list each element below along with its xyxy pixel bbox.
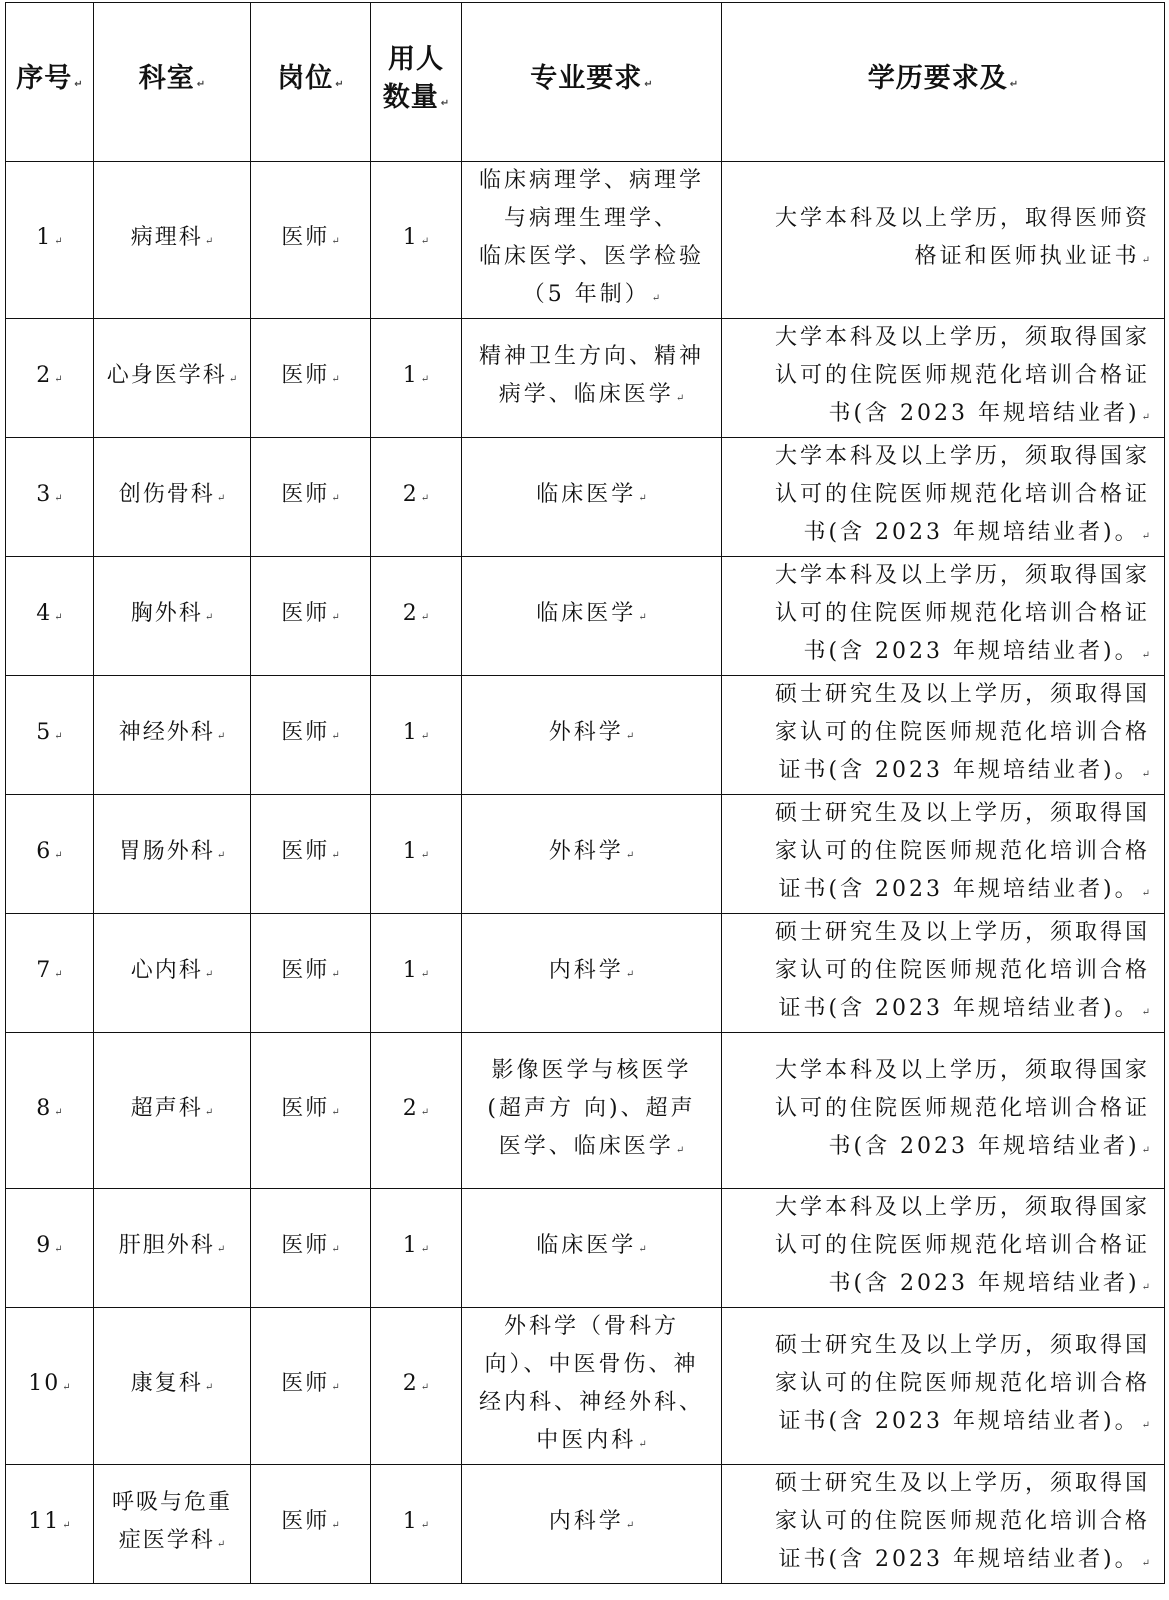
cell-line: 书(含 2023 年规培结业者)。 ↵: [803, 520, 1150, 545]
paragraph-mark: ↵: [1141, 888, 1150, 899]
header-seq: 序号 ↵: [6, 3, 94, 162]
paragraph-mark: ↵: [54, 236, 63, 247]
cell-line: 外科学 ↵: [548, 720, 635, 745]
cell-major: [462, 1465, 722, 1584]
cell-line: 心内科 ↵: [130, 958, 214, 983]
cell-line: 临床医学 ↵: [536, 1233, 647, 1258]
paragraph-mark: ↵: [54, 1106, 63, 1118]
cell-line: 症医学科 ↵: [118, 1528, 226, 1553]
paragraph-mark: ↵: [331, 236, 340, 247]
cell-line: 家认可的住院医师规范化培训合格: [774, 839, 1150, 864]
cell-line: 康复科 ↵: [130, 1371, 214, 1396]
paragraph-mark: ↵: [331, 731, 340, 742]
cell-dept: [94, 795, 251, 914]
cell-line: 家认可的住院医师规范化培训合格: [774, 1371, 1150, 1396]
cell-seq: 4 ↵: [6, 557, 94, 676]
header-count: 用人 数量 ↵: [371, 3, 462, 162]
cell-count: 2 ↵: [371, 1033, 462, 1189]
cell-seq: 1 ↵: [6, 162, 94, 319]
cell-edu: [722, 676, 1165, 795]
cell-line: 中医内科 ↵: [536, 1428, 647, 1453]
cell-line: 硕士研究生及以上学历，须取得国: [774, 1471, 1150, 1496]
paragraph-mark: ↵: [1141, 531, 1150, 542]
cell-edu: [722, 1465, 1165, 1584]
cell-seq: 6 ↵: [6, 795, 94, 914]
paragraph-mark: ↵: [331, 493, 340, 504]
cell-post: 医师 ↵: [251, 1033, 371, 1189]
cell-major: [462, 1189, 722, 1308]
cell-major: [462, 1308, 722, 1465]
paragraph-mark: ↵: [1141, 1420, 1150, 1431]
table-row: [6, 438, 1165, 557]
cell-line: 书(含 2023 年规培结业者) ↵: [828, 1271, 1150, 1296]
cell-line: （5 年制） ↵: [522, 282, 661, 307]
table-row: [6, 557, 1165, 676]
paragraph-mark: ↵: [1141, 1007, 1150, 1018]
cell-major: [462, 795, 722, 914]
cell-count: 1 ↵: [371, 1189, 462, 1308]
paragraph-mark: ↵: [204, 1382, 214, 1393]
cell-line: 大学本科及以上学历，取得医师资: [774, 206, 1150, 231]
cell-edu: [722, 914, 1165, 1033]
paragraph-mark: ↵: [420, 850, 430, 861]
cell-dept: [94, 914, 251, 1033]
cell-line: 大学本科及以上学历，须取得国家: [774, 325, 1150, 350]
paragraph-mark: ↵: [331, 969, 340, 980]
table-row: [6, 319, 1165, 438]
cell-line: 临床病理学、病理学: [478, 168, 704, 193]
cell-line: 证书(含 2023 年规培结业者)。 ↵: [778, 1547, 1150, 1572]
cell-line: 内科学 ↵: [548, 1509, 635, 1534]
cell-line: 格证和医师执业证书 ↵: [914, 244, 1150, 269]
cell-line: 证书(含 2023 年规培结业者)。 ↵: [778, 877, 1150, 902]
cell-line: (超声方 向)、超声: [487, 1095, 696, 1121]
cell-line: 硕士研究生及以上学历，须取得国: [774, 1333, 1150, 1358]
cell-line: 大学本科及以上学历，须取得国家: [774, 1195, 1150, 1220]
cell-line: 证书(含 2023 年规培结业者)。 ↵: [778, 758, 1150, 783]
cell-post: 医师 ↵: [251, 1189, 371, 1308]
paragraph-mark: ↵: [54, 731, 63, 742]
cell-dept: [94, 557, 251, 676]
paragraph-mark: ↵: [228, 374, 238, 385]
cell-edu: [722, 1033, 1165, 1189]
cell-major: [462, 914, 722, 1033]
cell-major: [462, 162, 722, 319]
paragraph-mark: ↵: [54, 612, 63, 623]
paragraph-mark: ↵: [216, 1539, 226, 1550]
paragraph-mark: ↵: [1141, 769, 1150, 780]
cell-line: 认可的住院医师规范化培训合格证: [774, 601, 1150, 626]
cell-edu: [722, 1189, 1165, 1308]
header-post: 岗位 ↵: [251, 3, 371, 162]
cell-dept: [94, 1189, 251, 1308]
paragraph-mark: ↵: [335, 79, 344, 90]
cell-line: 临床医学 ↵: [536, 482, 647, 507]
cell-count: 1 ↵: [371, 914, 462, 1033]
paragraph-mark: ↵: [216, 493, 226, 504]
paragraph-mark: ↵: [331, 850, 340, 861]
paragraph-mark: ↵: [204, 612, 214, 623]
paragraph-mark: ↵: [331, 374, 340, 385]
cell-dept: [94, 1033, 251, 1189]
cell-line: 硕士研究生及以上学历，须取得国: [774, 682, 1150, 707]
cell-line: 硕士研究生及以上学历，须取得国: [774, 920, 1150, 945]
cell-major: [462, 1033, 722, 1189]
paragraph-mark: ↵: [62, 1382, 71, 1393]
cell-major: [462, 676, 722, 795]
cell-post: 医师 ↵: [251, 676, 371, 795]
paragraph-mark: ↵: [54, 850, 63, 861]
cell-dept: [94, 162, 251, 319]
paragraph-mark: ↵: [625, 731, 635, 742]
paragraph-mark: ↵: [331, 1520, 340, 1531]
recruitment-table-page: [5, 2, 1164, 1584]
cell-line: 证书(含 2023 年规培结业者)。 ↵: [778, 996, 1150, 1021]
cell-dept: [94, 1465, 251, 1584]
cell-seq: 8 ↵: [6, 1033, 94, 1189]
cell-edu: [722, 557, 1165, 676]
paragraph-mark: ↵: [62, 1520, 71, 1531]
paragraph-mark: ↵: [54, 969, 63, 980]
paragraph-mark: ↵: [331, 1382, 340, 1393]
paragraph-mark: ↵: [54, 1244, 63, 1255]
cell-line: 医学、临床医学 ↵: [498, 1133, 685, 1159]
paragraph-mark: ↵: [54, 493, 63, 504]
paragraph-mark: ↵: [420, 731, 430, 742]
cell-seq: 7 ↵: [6, 914, 94, 1033]
cell-post: 医师 ↵: [251, 319, 371, 438]
cell-line: 家认可的住院医师规范化培训合格: [774, 1509, 1150, 1534]
cell-line: 胸外科 ↵: [130, 601, 214, 626]
cell-count: 2 ↵: [371, 1308, 462, 1465]
cell-seq: 2 ↵: [6, 319, 94, 438]
cell-post: 医师 ↵: [251, 1465, 371, 1584]
paragraph-mark: ↵: [644, 79, 653, 90]
paragraph-mark: ↵: [204, 969, 214, 980]
cell-count: 1 ↵: [371, 795, 462, 914]
header-major: 专业要求 ↵: [462, 3, 722, 162]
paragraph-mark: ↵: [1009, 79, 1019, 90]
paragraph-mark: ↵: [74, 79, 83, 90]
cell-seq: 11 ↵: [6, 1465, 94, 1584]
cell-major: [462, 438, 722, 557]
table-row: [6, 1465, 1165, 1584]
paragraph-mark: ↵: [216, 731, 226, 742]
cell-line: 向）、中医骨伤、神: [484, 1352, 699, 1377]
cell-post: 医师 ↵: [251, 557, 371, 676]
table-body: [6, 162, 1165, 1584]
cell-line: 硕士研究生及以上学历，须取得国: [774, 801, 1150, 826]
header-row: [6, 3, 1165, 162]
paragraph-mark: ↵: [1141, 255, 1150, 266]
cell-post: 医师 ↵: [251, 795, 371, 914]
table-row: [6, 676, 1165, 795]
paragraph-mark: ↵: [1141, 1282, 1150, 1293]
header-edu: 学历要求及 ↵: [722, 3, 1165, 162]
paragraph-mark: ↵: [1141, 650, 1150, 661]
cell-dept: [94, 319, 251, 438]
cell-line: 认可的住院医师规范化培训合格证: [774, 1095, 1150, 1121]
paragraph-mark: ↵: [625, 1520, 635, 1531]
paragraph-mark: ↵: [638, 1244, 647, 1255]
paragraph-mark: ↵: [638, 493, 647, 504]
paragraph-mark: ↵: [1141, 1144, 1150, 1156]
cell-count: 1 ↵: [371, 319, 462, 438]
table-row: [6, 914, 1165, 1033]
paragraph-mark: ↵: [625, 969, 635, 980]
paragraph-mark: ↵: [420, 612, 430, 623]
paragraph-mark: ↵: [651, 293, 661, 304]
cell-line: 认可的住院医师规范化培训合格证: [774, 1233, 1150, 1258]
cell-count: 1 ↵: [371, 676, 462, 795]
paragraph-mark: ↵: [54, 374, 63, 385]
paragraph-mark: ↵: [420, 1244, 430, 1255]
cell-count: 2 ↵: [371, 557, 462, 676]
recruitment-table: [5, 2, 1165, 1584]
paragraph-mark: ↵: [420, 236, 430, 247]
cell-major: [462, 319, 722, 438]
cell-post: 医师 ↵: [251, 438, 371, 557]
cell-dept: [94, 676, 251, 795]
cell-line: 认可的住院医师规范化培训合格证: [774, 363, 1150, 388]
cell-seq: 10 ↵: [6, 1308, 94, 1465]
cell-seq: 9 ↵: [6, 1189, 94, 1308]
paragraph-mark: ↵: [331, 612, 340, 623]
cell-line: 大学本科及以上学历，须取得国家: [774, 563, 1150, 588]
paragraph-mark: ↵: [204, 236, 214, 247]
cell-major: [462, 557, 722, 676]
cell-edu: [722, 438, 1165, 557]
cell-line: 临床医学 ↵: [536, 601, 647, 626]
cell-line: 证书(含 2023 年规培结业者)。 ↵: [778, 1409, 1150, 1434]
cell-line: 影像医学与核医学: [491, 1057, 692, 1083]
paragraph-mark: ↵: [216, 850, 226, 861]
cell-line: 呼吸与危重: [111, 1490, 232, 1515]
cell-line: 神经外科 ↵: [118, 720, 226, 745]
paragraph-mark: ↵: [420, 374, 430, 385]
cell-line: 病理科 ↵: [130, 225, 214, 250]
cell-line: 胃肠外科 ↵: [118, 839, 226, 864]
paragraph-mark: ↵: [331, 1106, 340, 1118]
cell-line: 病学、临床医学 ↵: [498, 382, 685, 407]
cell-line: 家认可的住院医师规范化培训合格: [774, 958, 1150, 983]
header-dept: 科室 ↵: [94, 3, 251, 162]
cell-dept: [94, 438, 251, 557]
paragraph-mark: ↵: [638, 612, 647, 623]
paragraph-mark: ↵: [420, 969, 430, 980]
paragraph-mark: ↵: [331, 1244, 340, 1255]
cell-edu: [722, 162, 1165, 319]
cell-edu: [722, 1308, 1165, 1465]
cell-line: 书(含 2023 年规培结业者)。 ↵: [803, 639, 1150, 664]
table-row: [6, 162, 1165, 319]
cell-line: 与病理生理学、: [503, 206, 679, 231]
table-row: [6, 1033, 1165, 1189]
cell-line: 心身医学科 ↵: [106, 363, 238, 388]
paragraph-mark: ↵: [675, 393, 685, 404]
cell-line: 外科学 ↵: [548, 839, 635, 864]
cell-dept: [94, 1308, 251, 1465]
cell-line: 书(含 2023 年规培结业者) ↵: [828, 1133, 1150, 1159]
paragraph-mark: ↵: [1141, 1558, 1150, 1569]
cell-line: 书(含 2023 年规培结业者) ↵: [828, 401, 1150, 426]
cell-line: 超声科 ↵: [130, 1095, 214, 1121]
paragraph-mark: ↵: [675, 1144, 685, 1156]
paragraph-mark: ↵: [204, 1106, 214, 1118]
cell-line: 外科学（骨科方: [503, 1314, 679, 1339]
table-row: [6, 795, 1165, 914]
cell-line: 大学本科及以上学历，须取得国家: [774, 444, 1150, 469]
paragraph-mark: ↵: [420, 1106, 430, 1118]
cell-line: 创伤骨科 ↵: [118, 482, 226, 507]
cell-post: 医师 ↵: [251, 914, 371, 1033]
paragraph-mark: ↵: [440, 98, 450, 109]
paragraph-mark: ↵: [420, 493, 430, 504]
cell-seq: 3 ↵: [6, 438, 94, 557]
cell-line: 经内科、神经外科、: [478, 1390, 704, 1415]
cell-line: 认可的住院医师规范化培训合格证: [774, 482, 1150, 507]
cell-seq: 5 ↵: [6, 676, 94, 795]
cell-line: 家认可的住院医师规范化培训合格: [774, 720, 1150, 745]
cell-line: 临床医学、医学检验: [478, 244, 704, 269]
paragraph-mark: ↵: [420, 1520, 430, 1531]
paragraph-mark: ↵: [638, 1439, 647, 1450]
table-row: [6, 1189, 1165, 1308]
cell-line: 大学本科及以上学历，须取得国家: [774, 1057, 1150, 1083]
cell-line: 肝胆外科 ↵: [118, 1233, 226, 1258]
paragraph-mark: ↵: [196, 79, 206, 90]
cell-line: 内科学 ↵: [548, 958, 635, 983]
cell-count: 1 ↵: [371, 1465, 462, 1584]
paragraph-mark: ↵: [216, 1244, 226, 1255]
cell-post: 医师 ↵: [251, 1308, 371, 1465]
paragraph-mark: ↵: [420, 1382, 430, 1393]
table-row: [6, 1308, 1165, 1465]
cell-edu: [722, 319, 1165, 438]
paragraph-mark: ↵: [625, 850, 635, 861]
cell-count: 1 ↵: [371, 162, 462, 319]
cell-count: 2 ↵: [371, 438, 462, 557]
cell-post: 医师 ↵: [251, 162, 371, 319]
paragraph-mark: ↵: [1141, 412, 1150, 423]
cell-edu: [722, 795, 1165, 914]
cell-line: 精神卫生方向、精神: [478, 344, 704, 369]
